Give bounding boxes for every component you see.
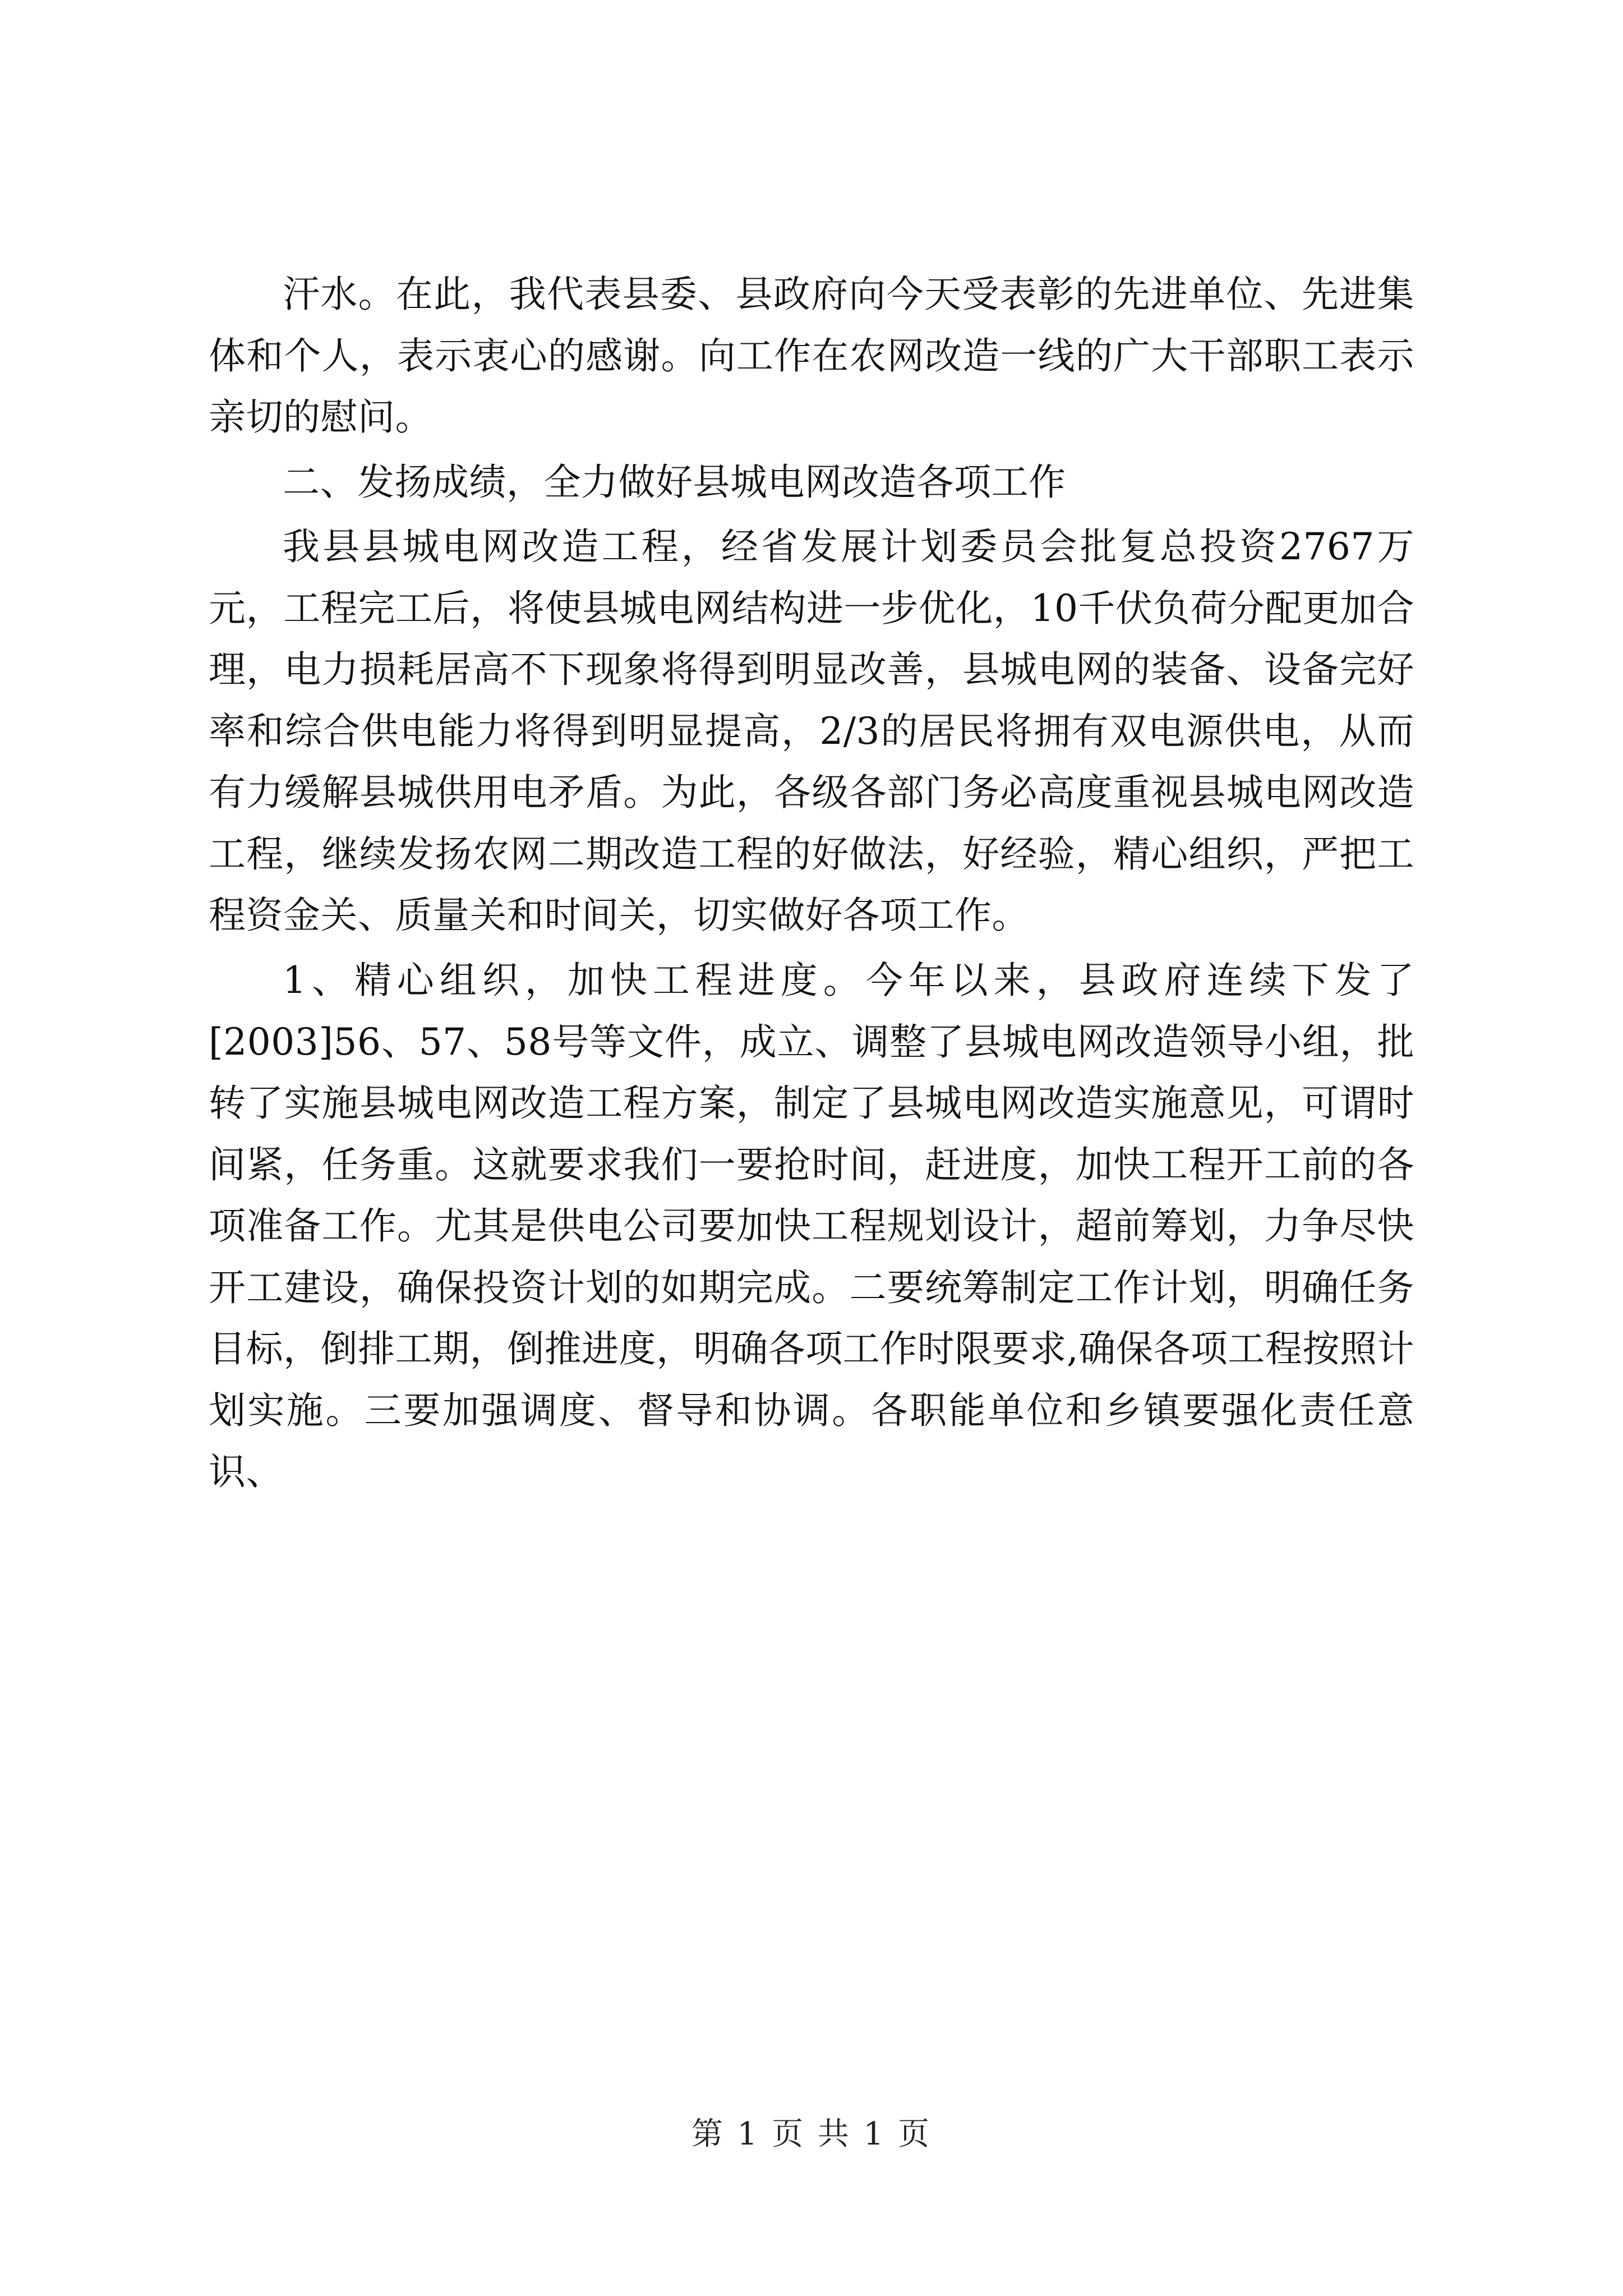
page-footer: 第 1 页 共 1 页 xyxy=(691,2116,932,2152)
paragraph-2: 我县县城电网改造工程，经省发展计划委员会批复总投资2767万元，工程完工后，将使县城电网结构进一步优化，10千伏负荷分配更加合理，电力损耗居高不下现象将得到明显改善，县城电网的装备、设备完好率和综合供电能力将得到明显提高，2/3的居民将拥有双电源供电，从而有力缓解县城供用电矛盾。为此，各级各部门务必高度重视县城电网改造工程，继续发扬农网二期改造工程的好做法，好经验，精心组织，严把工程资金关、质量关和时间关，切实做好各项工作。 xyxy=(209,525,1414,937)
document-body xyxy=(209,264,1414,1506)
paragraph-1: 汗水。在此，我代表县委、县政府向今天受表彰的先进单位、先进集体和个人，表示衷心的感谢。向工作在农网改造一线的广大干部职工表示亲切的慰问。 xyxy=(209,273,1414,439)
paragraph-heading-2: 二、发扬成绩，全力做好县城电网改造各项工作 xyxy=(283,460,1066,504)
paragraph-3: 1、精心组织，加快工程进度。今年以来，县政府连续下发了[2003]56、57、58号等文件，成立、调整了县城电网改造领导小组，批转了实施县城电网改造工程方案，制定了县城电网改造实施意见，可谓时间紧，任务重。这就要求我们一要抢时间，赶进度，加快工程开工前的各项准备工作。尤其是供电公司要加快工程规划设计，超前筹划，力争尽快开工建设，确保投资计划的如期完成。二要统筹制定工作计划，明确任务目标，倒排工期，倒推进度，明确各项工作时限要求,确保各项工程按照计划实施。三要加强调度、督导和协调。各职能单位和乡镇要强化责任意识、 xyxy=(209,959,1414,1494)
